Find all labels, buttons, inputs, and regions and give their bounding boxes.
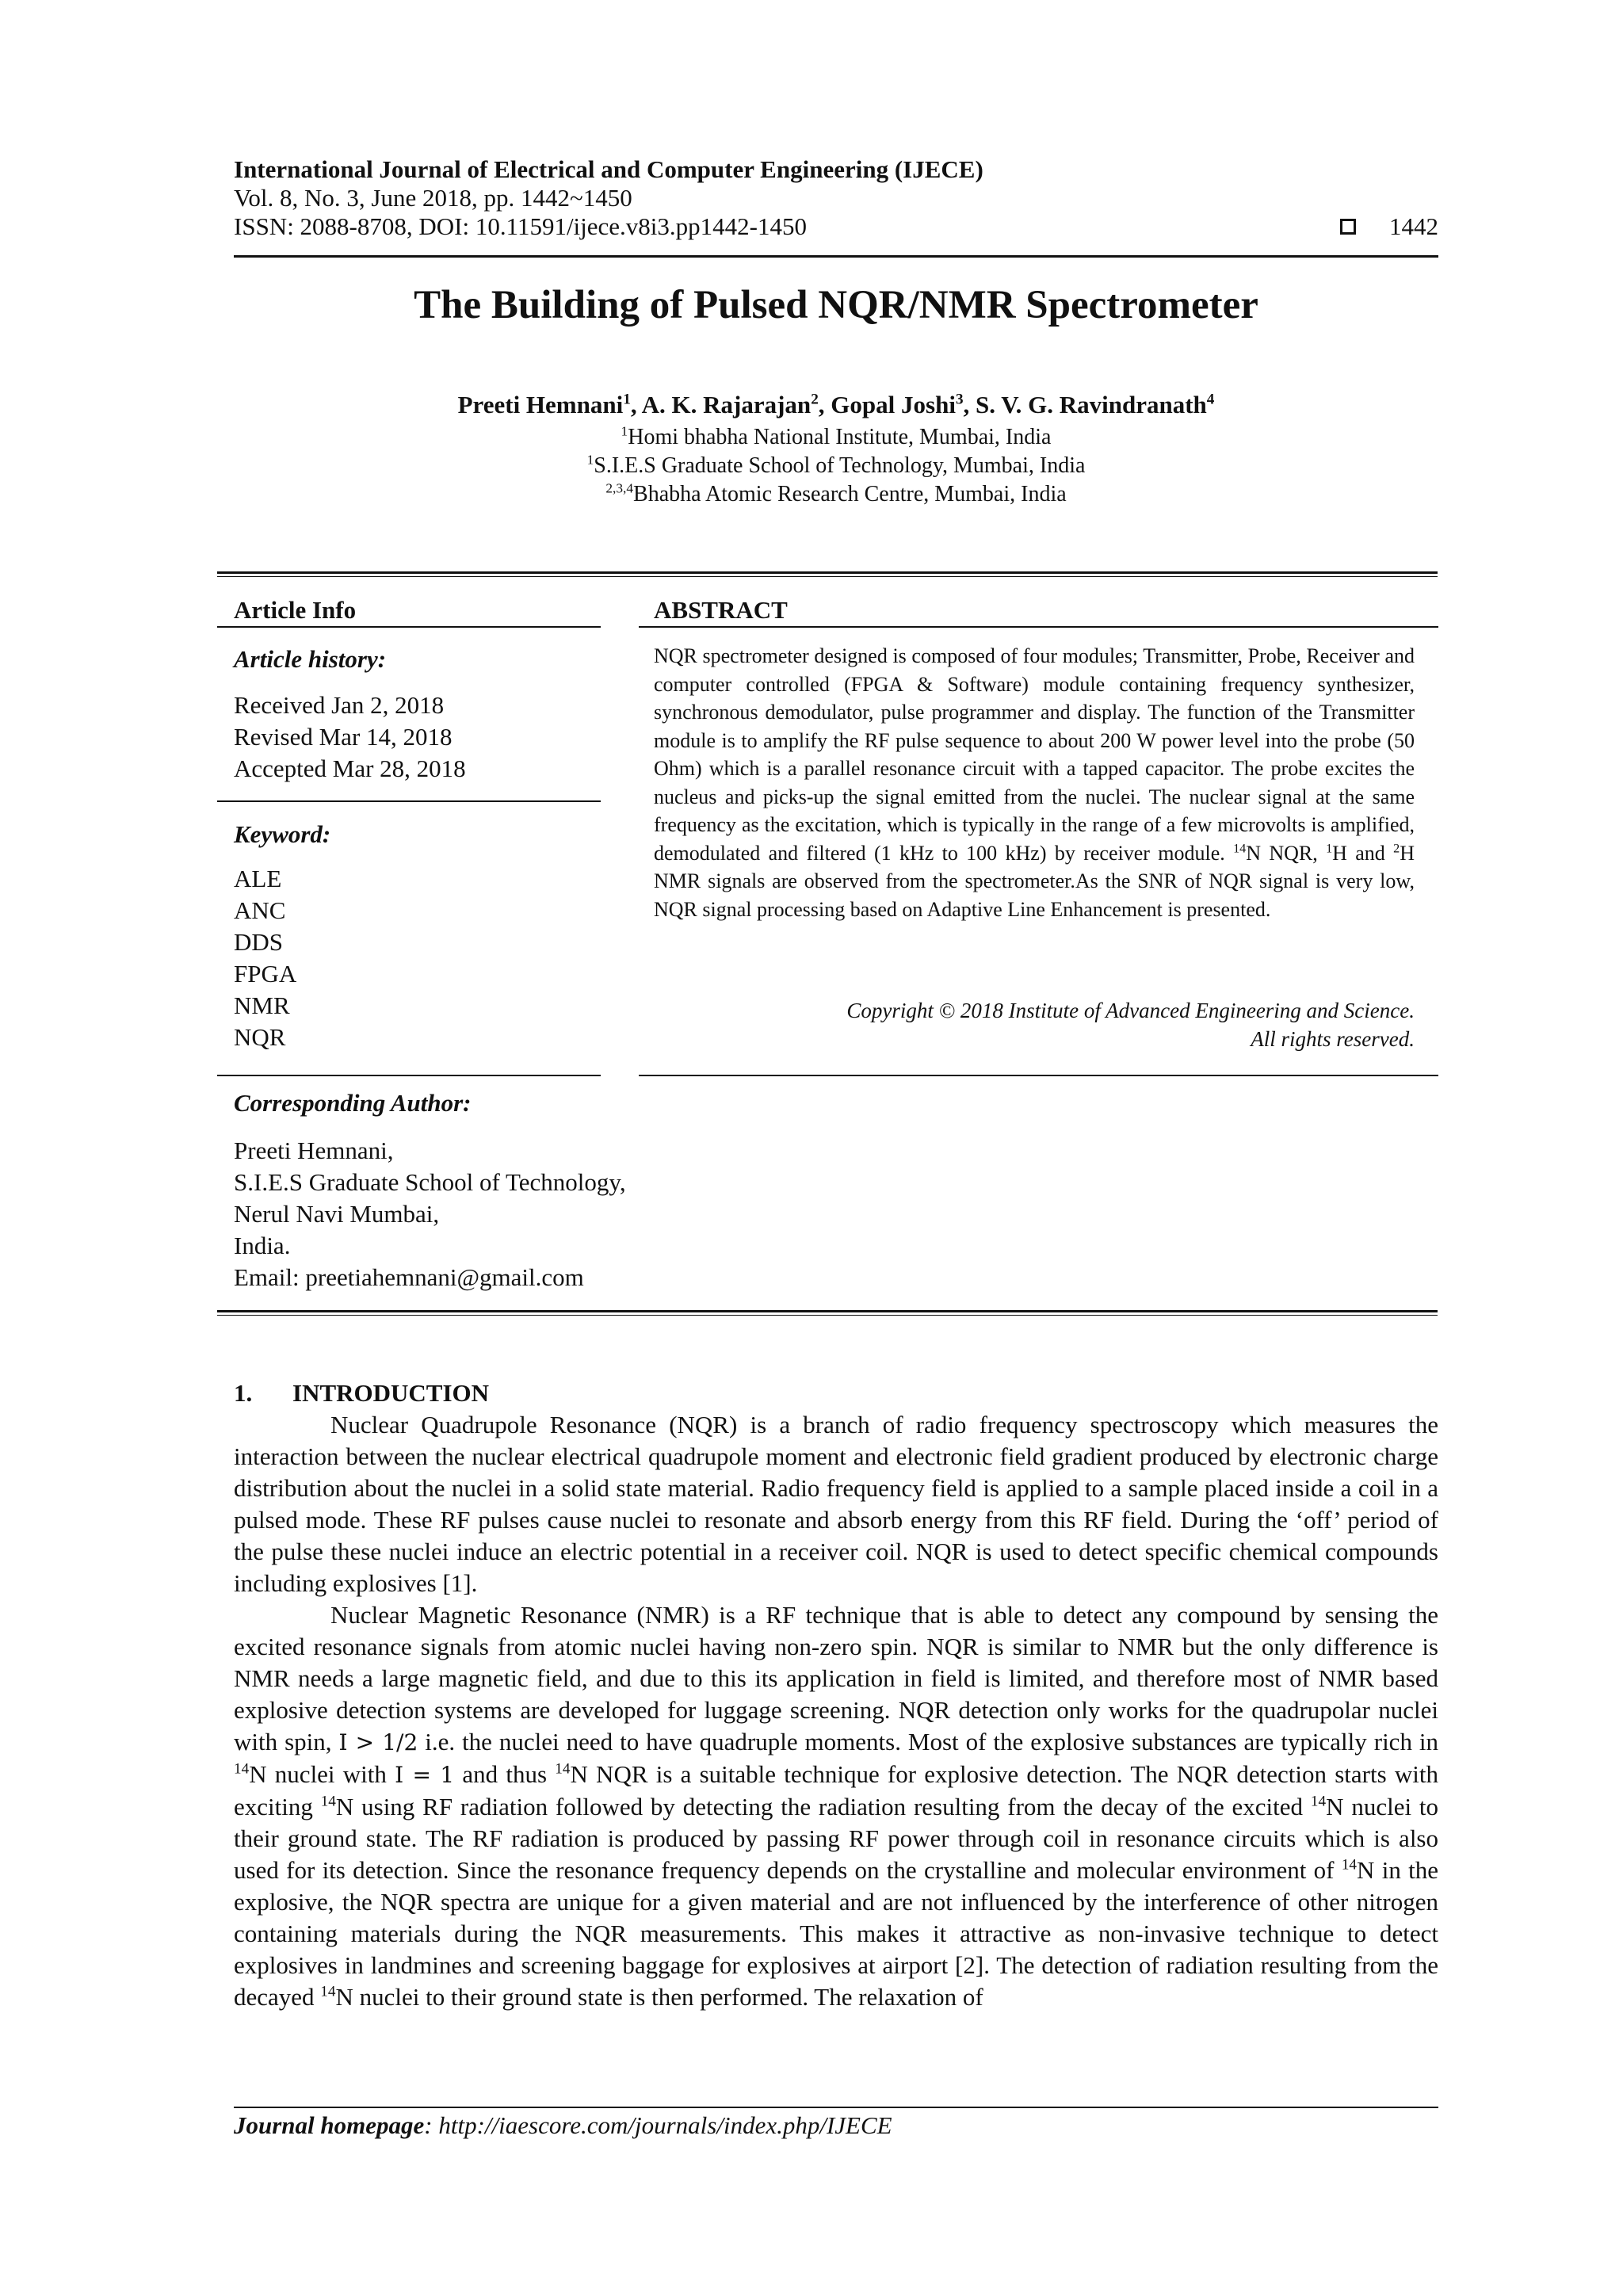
math-spin: I > 1/2 [338,1729,418,1755]
corresponding-email: Email: preetiahemnani@gmail.com [234,1263,584,1291]
history-item: Accepted Mar 28, 2018 [234,755,466,782]
journal-issn: ISSN: 2088-8708, DOI: 10.11591/ijece.v8i3.pp1442-1450 [234,212,807,240]
abstract-heading: ABSTRACT [654,596,788,624]
journal-homepage: Journal homepage: http://iaescore.com/journals/index.php/IJECE [234,2111,892,2139]
article-info-rule [217,626,601,628]
issn-row [234,212,1438,241]
keyword-item: NMR [234,991,290,1019]
intro-body [234,1409,1438,2013]
math-spin-one: I = 1 [395,1762,455,1788]
section-heading: 1. INTRODUCTION [234,1379,490,1407]
author: A. K. Rajarajan$^2$, [641,391,831,418]
section-double-rule [217,1310,1438,1316]
paragraph: Nuclear Quadrupole Resonance (NQR) is a branch of radio frequency spectroscopy which measures the interaction between the nuclear electrical quadrupole moment and electronic field gradient produced by electronic charge distribution about the nuclei in a solid state material. Radio frequency field is applied to a sample placed inside a coil in a pulsed mode. These RF pulses cause nuclei to resonate and absorb energy from this RF field. During the ‘off’ period of the pulse these nuclei induce an electric potential in a receiver coil. NQR is used to detect specific chemical compounds including explosives [1]. [234,1411,1438,1597]
keyword-item: ALE [234,865,282,892]
corresponding-heading: Corresponding Author: [234,1089,472,1117]
corresponding-line: S.I.E.S Graduate School of Technology, [234,1168,626,1196]
footer-rule [234,2107,1438,2108]
corresponding-author [234,1089,947,1293]
journal-header [234,155,1438,241]
section-double-rule [217,571,1438,577]
author-list [234,391,1438,419]
author: S. V. G. Ravindranath$^4$ [976,391,1215,418]
history-item: Received Jan 2, 2018 [234,691,445,719]
article-info-heading: Article Info [234,596,357,624]
header-rule [234,255,1438,258]
keyword-heading: Keyword: [234,820,331,848]
affiliation: $^1$Homi bhabha National Institute, Mumbai, India [621,423,1052,449]
corresponding-line: Nerul Navi Mumbai, [234,1200,440,1228]
page-number-group [1340,212,1438,241]
journal-volume: Vol. 8, No. 3, June 2018, pp. 1442~1450 [234,184,632,212]
author: Gopal Joshi$^3$, [831,391,976,418]
abstract-rule [639,626,1438,628]
abstract-text: NQR spectrometer designed is composed of four modules; Transmitter, Probe, Receiver and computer controlled (FPGA & Software) module containing frequency synthesizer, synchronous demodulator, pulse programmer and display. The function of the Transmitter module is to amplify the RF pulse sequence to about 200 W power level into the probe (50 Ohm) which is a parallel resonance circuit with a tapped capacitor. The probe excites the nucleus and picks-up the signal emitted from the nuclei. The nuclear signal at the same frequency as the excitation, which is typically in the range of a few microvolts is amplified, demodulated and filtered (1 kHz to 100 kHz) by receiver module. $^{14}$N NQR, $^1$H and $^2$H NMR signals are observed from the spectrometer.As the SNR of NQR signal is very low, NQR signal processing based on Adaptive Line Enhancement is presented. [654,644,1415,921]
keyword-item: NQR [234,1023,286,1051]
homepage-link[interactable]: : http://iaescore.com/journals/index.php/IJECE [424,2111,892,2139]
affiliation: $^1$S.I.E.S Graduate School of Technology, Mumbai, India [586,452,1086,478]
paper-title: The Building of Pulsed NQR/NMR Spectrometer [414,283,1258,327]
corresponding-line: Preeti Hemnani, [234,1137,394,1164]
history-rule [217,800,601,802]
keyword-item: DDS [234,928,284,956]
square-box-icon [1340,219,1356,235]
paragraph: Nuclear Magnetic Resonance (NMR) is a RF technique that is able to detect any compound by sensing the excited resonance signals from atomic nuclei having non-zero spin. NQR is similar to NMR but the only difference is NMR needs a large magnetic field, and due to this its application in field is limited, and therefore most of NMR based explosive detection systems are developed for luggage screening. NQR detection only works for the quadrupolar nuclei with spin, I > 1/2 i.e. the nuclei need to have quadruple moments. Most of the explosive substances are typically rich in $^{14}$N nuclei with I = 1 and thus $^{14}$N NQR is a suitable technique for explosive detection. The NQR detection starts with exciting $^{14}$N using RF radiation followed by detecting the radiation resulting from the decay of the excited $^{14}$N nuclei to their ground state. The RF radiation is produced by passing RF power through coil in resonance circuits which is also used for its detection. Since the resonance frequency depends on the crystalline and molecular environment of $^{14}$N in the explosive, the NQR spectra are unique for a given material and are not influenced by the interference of other nitrogen containing materials during the NQR measurements. This makes it attractive as non-invasive technique to detect explosives in landmines and screening baggage for explosives at airport [2]. The detection of radiation resulting from the decayed $^{14}$N nuclei to their ground state is then performed. The relaxation of [234,1601,1439,2011]
article-info-heading-block [234,596,598,625]
affiliation: $^{2,3,4}$Bhabha Atomic Research Centre, Mumbai, India [605,480,1067,506]
copyright-notice: Copyright © 2018 Institute of Advanced Engineering and Science. All rights reserved. [846,999,1415,1051]
abstract-bottom-rule [639,1075,1438,1076]
journal-name: International Journal of Electrical and Computer Engineering (IJECE) [234,155,983,183]
keywords-rule [217,1075,601,1076]
keyword-item: ANC [234,896,286,924]
history-item: Revised Mar 14, 2018 [234,723,453,751]
corresponding-line: India. [234,1232,291,1259]
keyword-item: FPGA [234,960,297,988]
article-history [234,645,598,785]
article-history-heading: Article history: [234,645,387,673]
author: Preeti Hemnani$^1$, [457,391,642,418]
page-number: 1442 [1389,212,1438,240]
keywords-block [234,820,598,1053]
